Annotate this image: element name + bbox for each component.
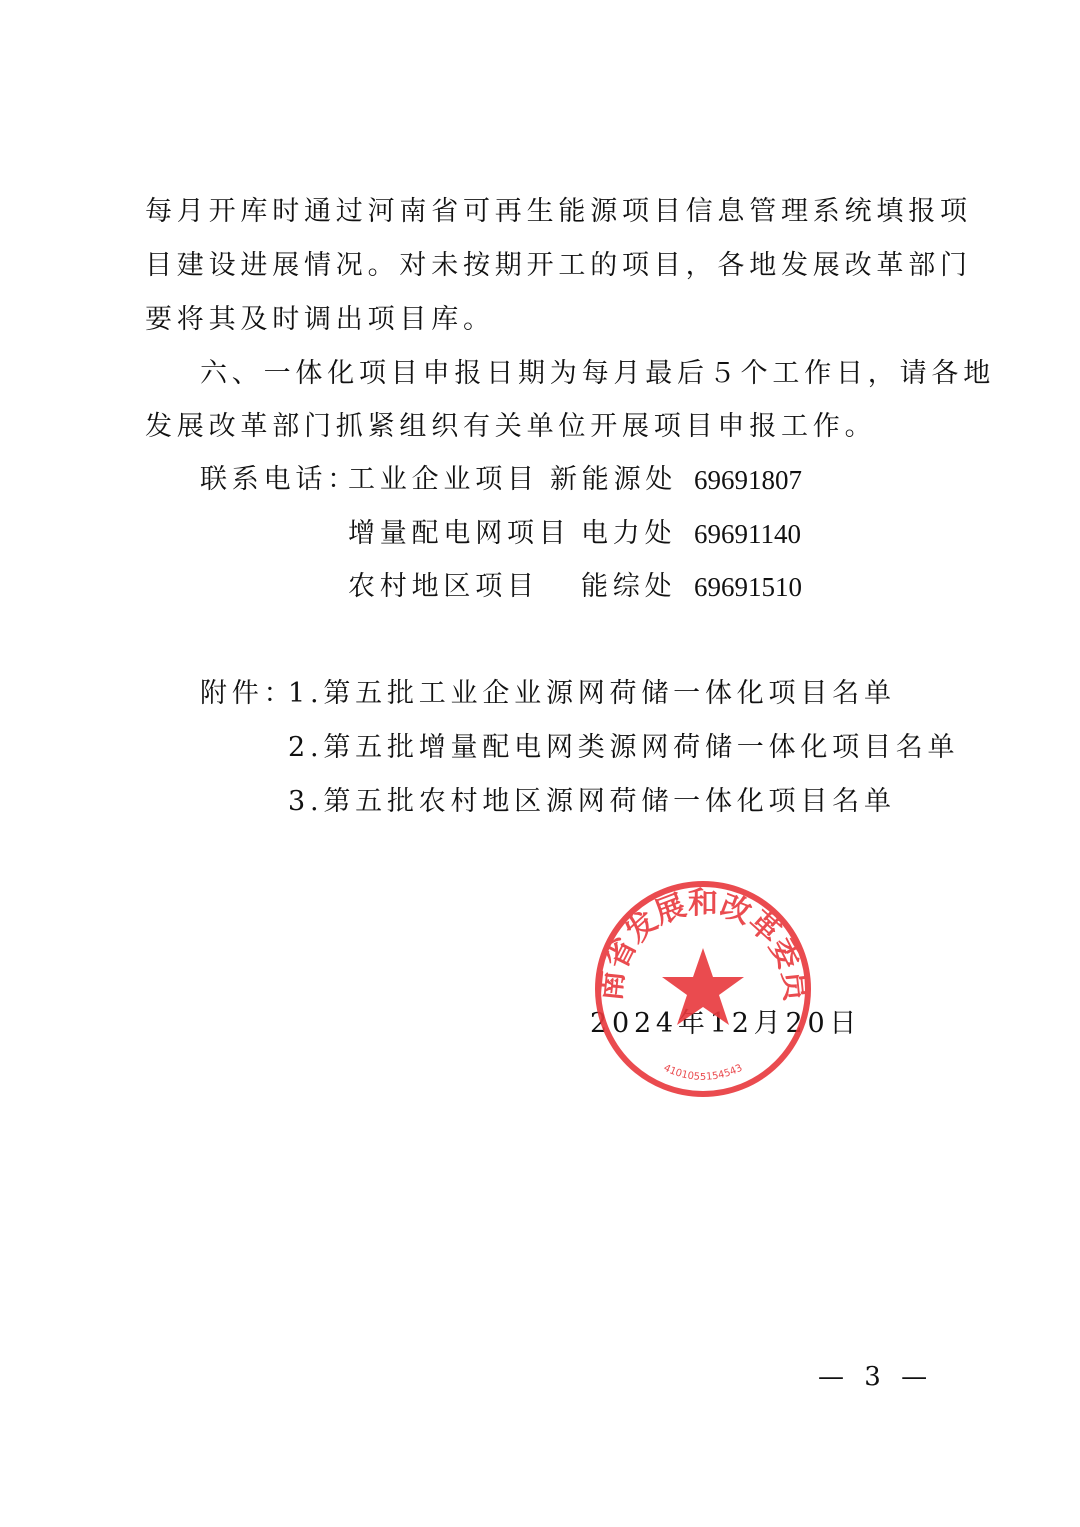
contact-project: 增量配电网项目 <box>348 518 571 549</box>
document-date: 2024年12月20日 <box>590 1008 862 1039</box>
contact-row <box>200 569 900 605</box>
star-icon <box>662 948 744 1025</box>
paragraph-line: 目建设进展情况。对未按期开工的项目，各地发展改革部门 <box>145 250 972 281</box>
paragraph-line: 六、一体化项目申报日期为每月最后５个工作日，请各地 <box>200 358 995 389</box>
contact-office: 新能源处 <box>550 464 678 495</box>
paragraph-line: 发展改革部门抓紧组织有关单位开展项目申报工作。 <box>145 411 877 442</box>
contact-phone: 69691807 <box>694 465 802 495</box>
contact-phone: 69691140 <box>694 519 801 549</box>
paragraph-line: 要将其及时调出项目库。 <box>145 304 495 335</box>
seal-graphic <box>592 878 814 1100</box>
contact-project: 工业企业项目 <box>348 464 539 495</box>
contact-phone: 69691510 <box>694 572 802 602</box>
official-seal <box>592 878 814 1100</box>
attachment-item: 1.第五批工业企业源网荷储一体化项目名单 <box>288 678 896 709</box>
seal-org-name: 南省发展和改革委员 <box>593 886 813 1003</box>
attachments-label: 附件： <box>200 678 296 709</box>
page-number: — 3 — <box>818 1362 934 1392</box>
attachment-item: 2.第五批增量配电网类源网荷储一体化项目名单 <box>288 732 960 763</box>
contact-label: 联系电话： <box>200 464 359 495</box>
paragraph-line: 每月开库时通过河南省可再生能源项目信息管理系统填报项 <box>145 196 972 227</box>
contact-project: 农村地区项目 <box>348 571 539 602</box>
attachment-item: 3.第五批农村地区源网荷储一体化项目名单 <box>288 786 896 817</box>
seal-code: 4101055154543 <box>661 1062 745 1083</box>
contact-office: 电力处 <box>581 518 677 549</box>
contact-office: 能综处 <box>581 571 677 602</box>
contact-row <box>200 462 900 498</box>
contact-row <box>200 516 900 552</box>
